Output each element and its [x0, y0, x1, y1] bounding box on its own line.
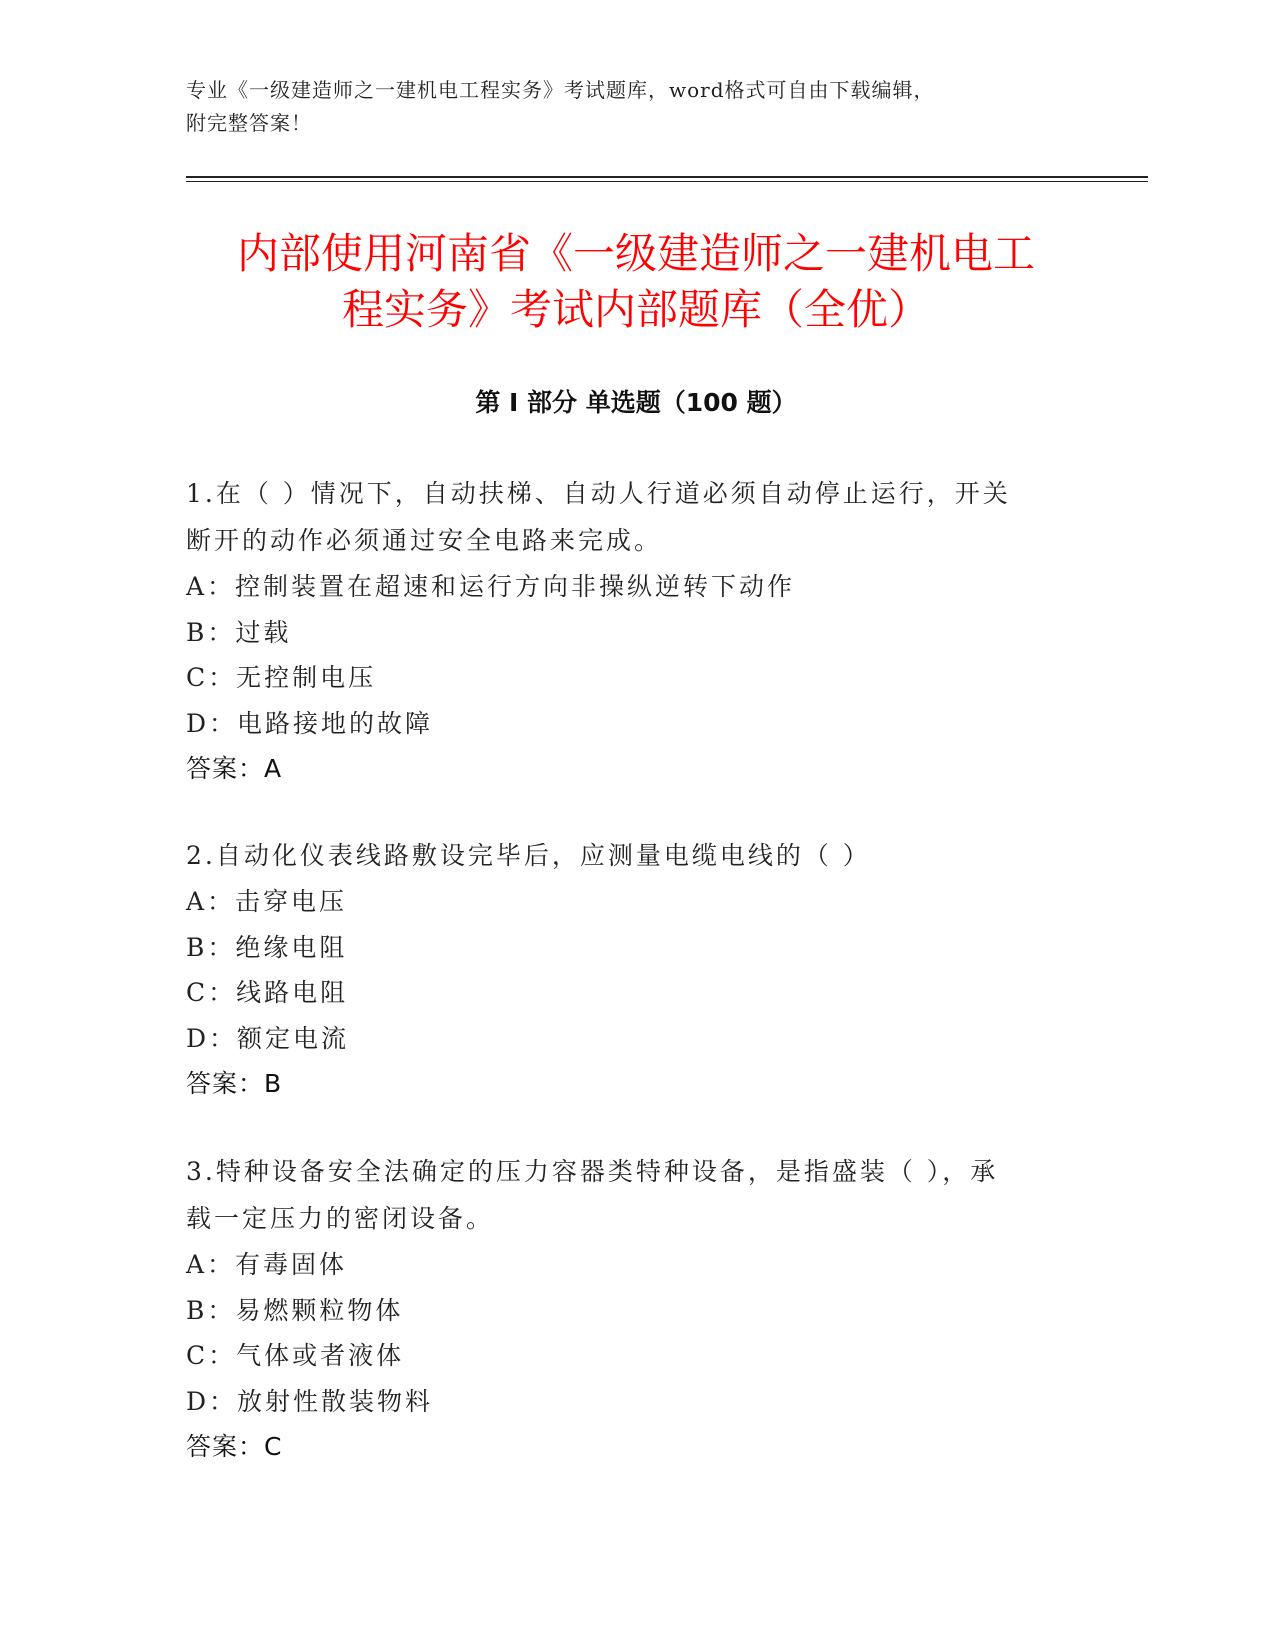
document-title-line-2: 程实务》考试内部题库（全优）: [341, 285, 930, 334]
question-stem-line-1: 3.特种设备安全法确定的压力容器类特种设备，是指盛装（ ），承: [186, 1157, 999, 1186]
option-c: C：无控制电压: [186, 663, 377, 692]
section-heading: 第 I 部分 单选题（100 题）: [475, 388, 797, 417]
header-note: [186, 74, 1066, 140]
answer: 答案：A: [186, 754, 283, 783]
option-c: C：气体或者液体: [186, 1341, 405, 1370]
option-d: D：放射性散装物料: [186, 1386, 434, 1416]
option-b: B：绝缘电阻: [186, 932, 348, 962]
option-a: A：控制装置在超速和运行方向非操纵逆转下动作: [186, 572, 796, 601]
question-stem-line-2: 断开的动作必须通过安全电路来完成。: [186, 526, 663, 555]
header-rule-thin: [186, 181, 1148, 182]
answer: 答案：C: [186, 1432, 283, 1461]
document-title: [186, 226, 1086, 338]
question-3: [186, 1148, 1066, 1469]
question-stem-line-1: 2.自动化仪表线路敷设完毕后，应测量电缆电线的（ ）: [186, 841, 871, 870]
answer: 答案：B: [186, 1069, 283, 1098]
option-d: D：额定电流: [186, 1023, 350, 1053]
header-note-line-2: 附完整答案！: [186, 111, 312, 135]
option-b: B：易燃颗粒物体: [186, 1295, 404, 1325]
question-stem-line-2: 载一定压力的密闭设备。: [186, 1204, 495, 1233]
option-c: C：线路电阻: [186, 978, 349, 1007]
question-1: [186, 470, 1066, 791]
option-a: A：有毒固体: [186, 1250, 348, 1279]
header-note-line-1: 专业《一级建造师之一建机电工程实务》考试题库，word格式可自由下载编辑，: [186, 78, 935, 102]
question-2: [186, 832, 1066, 1106]
document-title-line-1: 内部使用河南省《一级建造师之一建机电工: [236, 229, 1035, 278]
question-stem-line-1: 1.在（ ）情况下，自动扶梯、自动人行道必须自动停止运行，开关: [186, 479, 1011, 508]
option-d: D：电路接地的故障: [186, 708, 434, 738]
option-a: A：击穿电压: [186, 887, 348, 916]
option-b: B：过载: [186, 617, 292, 647]
header-rule-thick: [186, 176, 1148, 178]
